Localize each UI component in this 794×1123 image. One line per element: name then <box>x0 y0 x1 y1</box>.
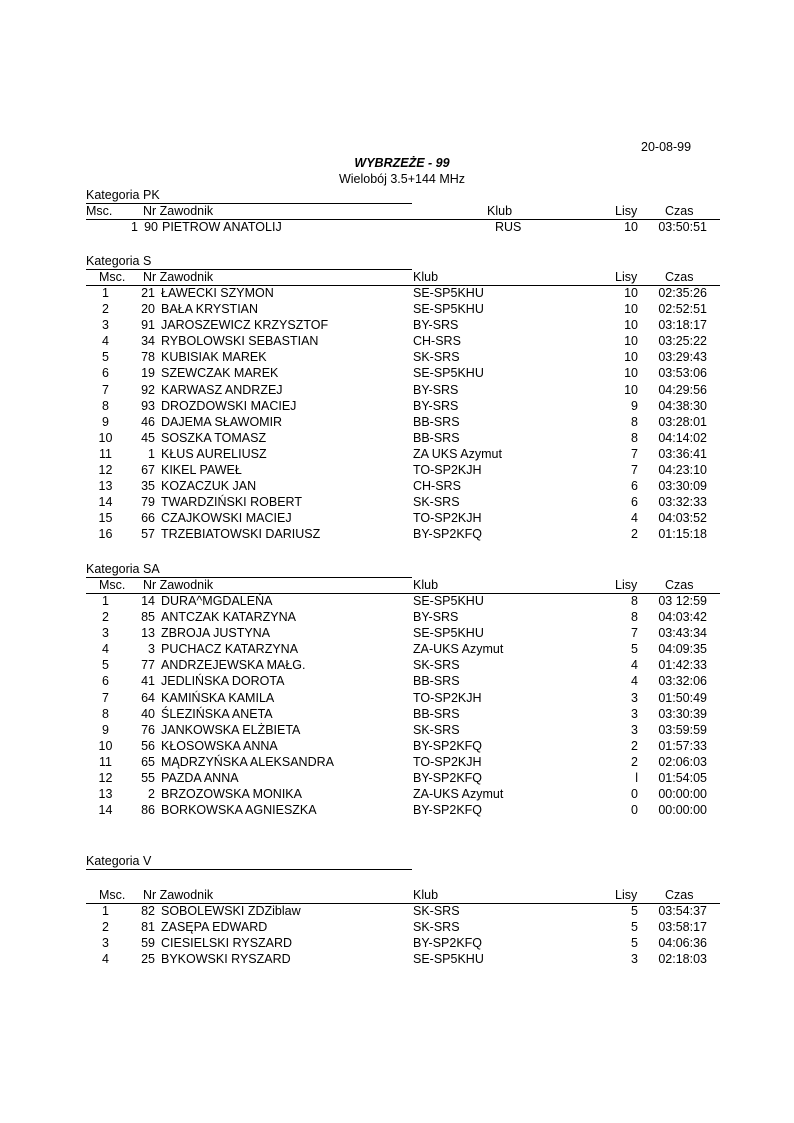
cell-lisy: 10 <box>624 350 638 365</box>
cell-lisy: 0 <box>631 787 638 802</box>
cell-nr: 21 <box>141 286 155 300</box>
cell-czas: 04:03:52 <box>658 511 707 526</box>
table-row <box>86 690 726 706</box>
cell-klub: TO-SP2KJH <box>413 463 482 478</box>
table-row <box>86 414 726 430</box>
cell-lisy: 7 <box>631 463 638 478</box>
cell-name: ZBROJA JUSTYNA <box>161 626 271 641</box>
cell-msc: 15 <box>98 511 113 526</box>
cell-name: ANDRZEJEWSKA MAŁG. <box>161 658 306 673</box>
cell-name: ŁAWECKI SZYMON <box>161 286 274 300</box>
cell-klub: RUS <box>495 220 522 234</box>
category-title: Kategoria V <box>86 854 152 868</box>
cell-nr: 45 <box>141 430 155 445</box>
cell-lisy: 10 <box>624 220 638 234</box>
cell-name: JAROSZEWICZ KRZYSZTOF <box>161 318 329 333</box>
cell-klub: BY-SP2KFQ <box>413 527 483 542</box>
cell-nr: 3 <box>148 642 155 657</box>
cell-klub: SE-SP5KHU <box>413 952 484 967</box>
cell-name: KAMIŃSKA KAMILA <box>161 690 275 705</box>
cell-msc: 6 <box>102 366 109 381</box>
cell-czas: 03:28:01 <box>658 414 707 429</box>
category-title: Kategoria PK <box>86 188 160 202</box>
document-subtitle: Wielobój 3.5+144 MHz <box>338 172 466 186</box>
cell-lisy: 7 <box>631 626 638 641</box>
cell-klub: BB-SRS <box>413 414 460 429</box>
table-row <box>86 706 726 722</box>
cell-lisy: 2 <box>631 738 638 753</box>
cell-msc: 10 <box>98 738 113 753</box>
table-row <box>86 317 726 333</box>
cell-klub: SK-SRS <box>413 920 460 935</box>
table-row <box>86 285 726 301</box>
cell-czas: 03:54:37 <box>658 904 707 918</box>
cell-czas: 03:25:22 <box>658 334 707 349</box>
cell-nr: 41 <box>141 674 155 689</box>
cell-lisy: 2 <box>631 754 638 769</box>
table-row <box>86 365 726 381</box>
cell-msc: 6 <box>102 674 109 689</box>
table-row <box>86 510 726 526</box>
cell-lisy: 3 <box>631 722 638 737</box>
category-pk-section <box>86 187 726 235</box>
cell-klub: BY-SP2KFQ <box>413 771 483 786</box>
table-row <box>86 641 726 657</box>
cell-klub: BB-SRS <box>413 706 460 721</box>
cell-klub: CH-SRS <box>413 334 461 349</box>
cell-nr: 78 <box>141 350 155 365</box>
table-row <box>86 494 726 510</box>
category-rows <box>86 285 726 543</box>
col-msc: Msc. <box>86 204 113 218</box>
cell-name: DURA^MGDALEŃA <box>161 594 273 608</box>
cell-lisy: 10 <box>624 334 638 349</box>
cell-name: JEDLIŃSKA DOROTA <box>161 674 285 689</box>
cell-lisy: 6 <box>631 479 638 494</box>
cell-msc: 1 <box>102 286 109 300</box>
cell-czas: 01:54:05 <box>658 771 707 786</box>
cell-nr: 40 <box>141 706 155 721</box>
cell-nr: 46 <box>141 414 155 429</box>
cell-msc: 3 <box>102 318 109 333</box>
cell-klub: ZA-UKS Azymut <box>413 787 504 802</box>
cell-nr: 55 <box>141 771 155 786</box>
cell-czas: 03 12:59 <box>658 594 707 608</box>
col-czas: Czas <box>665 888 694 902</box>
cell-name: CIESIELSKI RYSZARD <box>161 936 293 951</box>
cell-nr: 92 <box>141 382 155 397</box>
cell-klub: TO-SP2KJH <box>413 511 482 526</box>
cell-nr: 1 <box>148 446 155 461</box>
table-row <box>86 770 726 786</box>
cell-lisy: 2 <box>631 527 638 542</box>
table-row <box>86 462 726 478</box>
cell-klub: SK-SRS <box>413 722 460 737</box>
table-row <box>86 301 726 317</box>
table-row <box>86 802 726 818</box>
cell-msc: 14 <box>98 495 113 510</box>
col-klub: Klub <box>413 578 439 592</box>
cell-msc: 2 <box>102 302 109 317</box>
cell-nr: 90 <box>144 220 158 234</box>
table-row <box>86 333 726 349</box>
cell-czas: 01:50:49 <box>658 690 707 705</box>
category-underline <box>86 869 412 870</box>
cell-msc: 8 <box>102 398 109 413</box>
cell-lisy: 5 <box>631 642 638 657</box>
table-header <box>86 203 726 219</box>
table-row <box>86 951 726 967</box>
cell-nr: 79 <box>141 495 155 510</box>
cell-czas: 03:58:17 <box>658 920 707 935</box>
category-v-section <box>86 853 726 967</box>
cell-name: DROZDOWSKI MACIEJ <box>161 398 297 413</box>
cell-czas: 00:00:00 <box>658 787 707 802</box>
cell-czas: 04:09:35 <box>658 642 707 657</box>
cell-nr: 81 <box>141 920 155 935</box>
cell-name: SZEWCZAK MAREK <box>161 366 279 381</box>
cell-klub: BY-SP2KFQ <box>413 936 483 951</box>
table-row <box>86 673 726 689</box>
cell-name: KIKEL PAWEŁ <box>161 463 242 478</box>
cell-msc: 5 <box>102 658 109 673</box>
cell-lisy: 3 <box>631 952 638 967</box>
table-row <box>86 382 726 398</box>
cell-nr: 82 <box>141 904 155 918</box>
cell-lisy: 10 <box>624 302 638 317</box>
cell-czas: 03:53:06 <box>658 366 707 381</box>
cell-msc: 12 <box>98 771 113 786</box>
cell-nr: 14 <box>141 594 155 608</box>
cell-klub: BB-SRS <box>413 430 460 445</box>
cell-msc: 8 <box>102 706 109 721</box>
cell-lisy: 6 <box>631 495 638 510</box>
cell-klub: SK-SRS <box>413 495 460 510</box>
cell-name: MĄDRZYŃSKA ALEKSANDRA <box>161 754 334 769</box>
table-row <box>86 786 726 802</box>
cell-klub: SE-SP5KHU <box>413 286 484 300</box>
cell-nr: 57 <box>141 527 155 542</box>
cell-name: DAJEMA SŁAWOMIR <box>161 414 283 429</box>
table-row <box>86 526 726 542</box>
col-czas: Czas <box>665 578 694 592</box>
cell-klub: SE-SP5KHU <box>413 302 484 317</box>
table-header <box>86 887 726 903</box>
cell-lisy: 10 <box>624 366 638 381</box>
cell-klub: SK-SRS <box>413 904 460 918</box>
cell-msc: 9 <box>102 414 109 429</box>
cell-nr: 64 <box>141 690 155 705</box>
cell-msc: 3 <box>102 936 109 951</box>
cell-klub: SE-SP5KHU <box>413 594 484 608</box>
cell-lisy: 10 <box>624 318 638 333</box>
cell-nr: 34 <box>141 334 155 349</box>
cell-name: SOSZKA TOMASZ <box>161 430 267 445</box>
col-czas: Czas <box>665 204 694 218</box>
cell-czas: 04:14:02 <box>658 430 707 445</box>
col-msc: Msc. <box>99 578 126 592</box>
cell-klub: BY-SRS <box>413 318 459 333</box>
table-header <box>86 269 726 285</box>
table-row <box>86 754 726 770</box>
cell-name: KARWASZ ANDRZEJ <box>161 382 283 397</box>
cell-nr: 85 <box>141 610 155 625</box>
cell-lisy: 3 <box>631 706 638 721</box>
cell-klub: SK-SRS <box>413 658 460 673</box>
cell-msc: 7 <box>102 382 109 397</box>
col-msc: Msc. <box>99 270 126 284</box>
category-rows <box>86 219 726 235</box>
col-nr-zawodnik: Nr Zawodnik <box>143 578 214 592</box>
cell-klub: CH-SRS <box>413 479 461 494</box>
cell-czas: 04:03:42 <box>658 610 707 625</box>
cell-klub: SK-SRS <box>413 350 460 365</box>
cell-name: RYBOLOWSKI SEBASTIAN <box>161 334 319 349</box>
table-row <box>86 903 726 919</box>
cell-name: BAŁA KRYSTIAN <box>161 302 259 317</box>
cell-czas: 04:06:36 <box>658 936 707 951</box>
cell-name: BRZOZOWSKA MONIKA <box>161 787 302 802</box>
cell-name: PIETROW ANATOLIJ <box>162 220 282 234</box>
cell-nr: 19 <box>141 366 155 381</box>
cell-msc: 12 <box>98 463 113 478</box>
cell-klub: SE-SP5KHU <box>413 366 484 381</box>
col-lisy: Lisy <box>615 888 638 902</box>
col-nr-zawodnik: Nr Zawodnik <box>143 270 214 284</box>
cell-nr: 66 <box>141 511 155 526</box>
cell-name: JANKOWSKA ELŻBIETA <box>161 722 301 737</box>
cell-czas: 03:32:33 <box>658 495 707 510</box>
cell-lisy: 3 <box>631 690 638 705</box>
table-header <box>86 577 726 593</box>
cell-name: KUBISIAK MAREK <box>161 350 267 365</box>
cell-nr: 13 <box>141 626 155 641</box>
col-lisy: Lisy <box>615 204 638 218</box>
cell-name: KOZACZUK JAN <box>161 479 257 494</box>
col-czas: Czas <box>665 270 694 284</box>
cell-lisy: 10 <box>624 382 638 397</box>
cell-klub: BY-SRS <box>413 610 459 625</box>
cell-msc: 13 <box>98 479 113 494</box>
cell-klub: ZA-UKS Azymut <box>413 642 504 657</box>
cell-msc: 4 <box>102 642 109 657</box>
cell-klub: BY-SRS <box>413 398 459 413</box>
cell-nr: 2 <box>148 787 155 802</box>
cell-czas: 02:18:03 <box>658 952 707 967</box>
cell-name: ŚLEZIŃSKA ANETA <box>161 706 273 721</box>
cell-nr: 77 <box>141 658 155 673</box>
category-sa-section <box>86 561 726 818</box>
cell-nr: 67 <box>141 463 155 478</box>
cell-lisy: 7 <box>631 446 638 461</box>
table-row <box>86 722 726 738</box>
cell-czas: 03:32:06 <box>658 674 707 689</box>
cell-klub: TO-SP2KJH <box>413 690 482 705</box>
cell-msc: 13 <box>98 787 113 802</box>
table-row <box>86 625 726 641</box>
cell-name: PUCHACZ KATARZYNA <box>161 642 299 657</box>
category-s-section <box>86 253 726 543</box>
cell-czas: 03:30:09 <box>658 479 707 494</box>
cell-czas: 02:06:03 <box>658 754 707 769</box>
table-row <box>86 219 726 235</box>
cell-klub: SE-SP5KHU <box>413 626 484 641</box>
cell-msc: 1 <box>131 220 138 234</box>
cell-name: TRZEBIATOWSKI DARIUSZ <box>161 527 321 542</box>
cell-klub: ZA UKS Azymut <box>413 446 502 461</box>
table-row <box>86 935 726 951</box>
cell-msc: 4 <box>102 334 109 349</box>
cell-czas: 04:29:56 <box>658 382 707 397</box>
cell-lisy: 8 <box>631 610 638 625</box>
cell-nr: 59 <box>141 936 155 951</box>
cell-msc: 14 <box>98 803 113 818</box>
document-date: 20-08-99 <box>641 140 692 154</box>
table-row <box>86 430 726 446</box>
cell-lisy: 4 <box>631 658 638 673</box>
cell-nr: 56 <box>141 738 155 753</box>
cell-czas: 04:23:10 <box>658 463 707 478</box>
cell-klub: BB-SRS <box>413 674 460 689</box>
cell-lisy: 4 <box>631 511 638 526</box>
cell-name: TWARDZIŃSKI ROBERT <box>161 495 302 510</box>
cell-nr: 76 <box>141 722 155 737</box>
category-rows <box>86 903 726 967</box>
cell-msc: 10 <box>98 430 113 445</box>
cell-czas: 01:15:18 <box>658 527 707 542</box>
category-rows <box>86 593 726 818</box>
cell-lisy: 5 <box>631 920 638 935</box>
cell-msc: 11 <box>99 446 112 461</box>
cell-msc: 3 <box>102 626 109 641</box>
cell-czas: 04:38:30 <box>658 398 707 413</box>
cell-lisy: 5 <box>631 904 638 918</box>
cell-nr: 93 <box>141 398 155 413</box>
col-lisy: Lisy <box>615 578 638 592</box>
cell-name: BORKOWSKA AGNIESZKA <box>161 803 317 818</box>
cell-name: BYKOWSKI RYSZARD <box>161 952 291 967</box>
cell-czas: 03:36:41 <box>658 446 707 461</box>
cell-czas: 01:42:33 <box>658 658 707 673</box>
cell-klub: BY-SP2KFQ <box>413 803 483 818</box>
cell-lisy: l <box>635 771 638 786</box>
cell-msc: 16 <box>98 527 113 542</box>
table-row <box>86 657 726 673</box>
cell-msc: 5 <box>102 350 109 365</box>
cell-czas: 00:00:00 <box>658 803 707 818</box>
col-klub: Klub <box>413 270 439 284</box>
col-klub: Klub <box>413 888 439 902</box>
cell-nr: 91 <box>141 318 155 333</box>
cell-lisy: 4 <box>631 674 638 689</box>
cell-msc: 4 <box>102 952 109 967</box>
cell-czas: 01:57:33 <box>658 738 707 753</box>
cell-klub: BY-SRS <box>413 382 459 397</box>
cell-klub: BY-SP2KFQ <box>413 738 483 753</box>
cell-lisy: 8 <box>631 414 638 429</box>
cell-msc: 9 <box>102 722 109 737</box>
spacer <box>86 869 726 887</box>
col-lisy: Lisy <box>615 270 638 284</box>
table-row <box>86 609 726 625</box>
cell-msc: 11 <box>99 754 112 769</box>
cell-name: KŁOSOWSKA ANNA <box>161 738 278 753</box>
cell-lisy: 9 <box>631 398 638 413</box>
cell-lisy: 8 <box>631 430 638 445</box>
cell-czas: 02:52:51 <box>658 302 707 317</box>
cell-nr: 35 <box>141 479 155 494</box>
table-row <box>86 478 726 494</box>
cell-msc: 1 <box>102 904 109 918</box>
col-nr-zawodnik: Nr Zawodnik <box>143 888 214 902</box>
table-row <box>86 593 726 609</box>
cell-lisy: 8 <box>631 594 638 608</box>
cell-nr: 65 <box>141 754 155 769</box>
table-row <box>86 738 726 754</box>
cell-name: ZASĘPA EDWARD <box>161 920 268 935</box>
cell-lisy: 10 <box>624 286 638 300</box>
cell-name: PAZDA ANNA <box>161 771 239 786</box>
col-nr-zawodnik: Nr Zawodnik <box>143 204 214 218</box>
cell-czas: 03:59:59 <box>658 722 707 737</box>
cell-czas: 03:30:39 <box>658 706 707 721</box>
cell-lisy: 0 <box>631 803 638 818</box>
category-title: Kategoria SA <box>86 562 160 576</box>
cell-msc: 2 <box>102 610 109 625</box>
cell-czas: 02:35:26 <box>658 286 707 300</box>
cell-msc: 7 <box>102 690 109 705</box>
table-row <box>86 398 726 414</box>
cell-nr: 25 <box>141 952 155 967</box>
cell-name: KŁUS AURELIUSZ <box>161 446 267 461</box>
cell-nr: 20 <box>141 302 155 317</box>
cell-name: SOBOLEWSKI ZDZiblaw <box>161 904 301 918</box>
cell-msc: 2 <box>102 920 109 935</box>
cell-czas: 03:18:17 <box>658 318 707 333</box>
table-row <box>86 919 726 935</box>
col-msc: Msc. <box>99 888 126 902</box>
category-title: Kategoria S <box>86 254 152 268</box>
cell-msc: 1 <box>102 594 109 608</box>
cell-czas: 03:50:51 <box>658 220 707 234</box>
cell-name: ANTCZAK KATARZYNA <box>161 610 296 625</box>
cell-nr: 86 <box>141 803 155 818</box>
cell-klub: TO-SP2KJH <box>413 754 482 769</box>
cell-name: CZAJKOWSKI MACIEJ <box>161 511 292 526</box>
cell-czas: 03:43:34 <box>658 626 707 641</box>
table-row <box>86 349 726 365</box>
col-klub: Klub <box>487 204 513 218</box>
document-title: WYBRZEŻE - 99 <box>354 156 450 170</box>
table-row <box>86 446 726 462</box>
cell-lisy: 5 <box>631 936 638 951</box>
cell-czas: 03:29:43 <box>658 350 707 365</box>
